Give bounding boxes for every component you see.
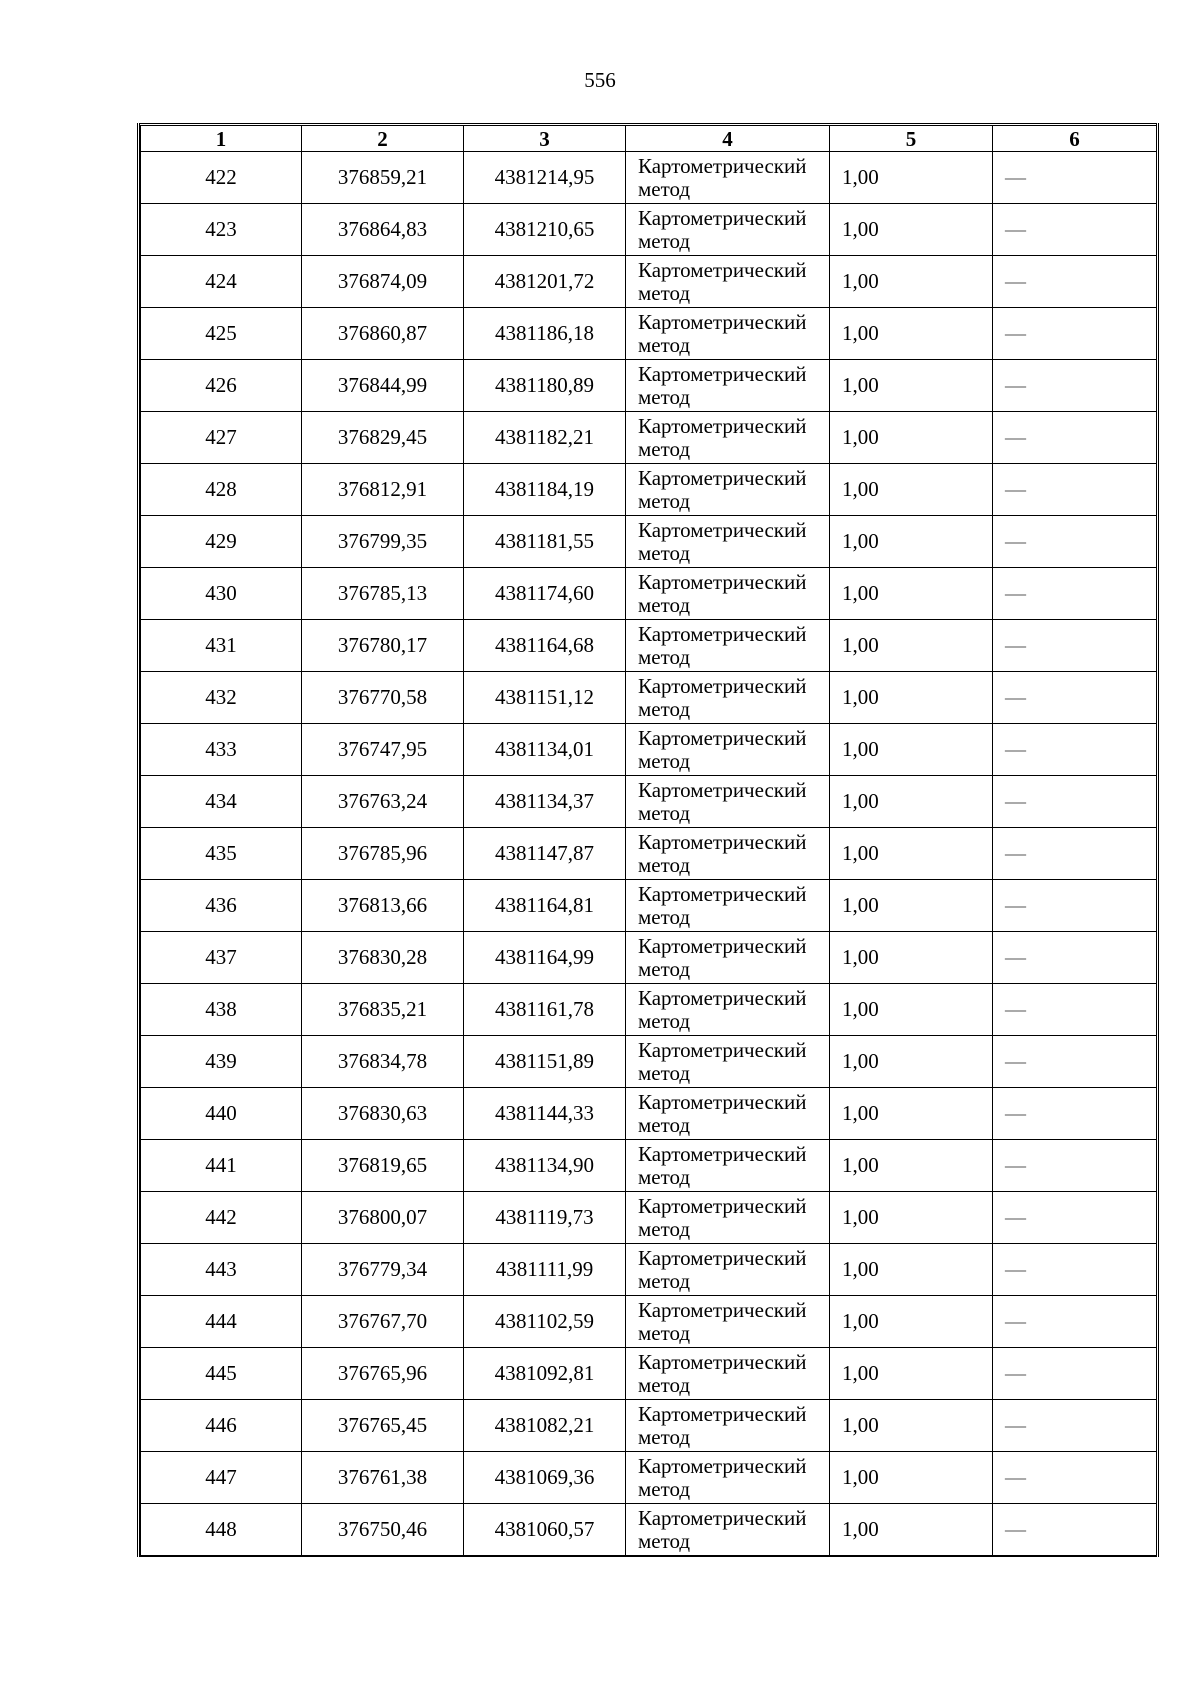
description-cell: —: [993, 984, 1157, 1036]
method-cell: [626, 1400, 830, 1452]
method-line-1: Картометрический: [638, 1037, 807, 1062]
table-row: [141, 360, 1157, 412]
accuracy-cell: 1,00: [830, 1244, 993, 1296]
method-line-2: метод: [638, 1476, 691, 1501]
y-coordinate-cell: 4381134,90: [464, 1140, 626, 1192]
table-row: [141, 1504, 1157, 1557]
y-coordinate-cell: 4381134,01: [464, 724, 626, 776]
x-coordinate-cell: 376812,91: [302, 464, 464, 516]
x-coordinate-cell: 376819,65: [302, 1140, 464, 1192]
accuracy-cell: 1,00: [830, 412, 993, 464]
header-cell-1: 1: [141, 125, 302, 152]
description-cell: —: [993, 1192, 1157, 1244]
point-number-cell: 430: [141, 568, 302, 620]
method-cell: [626, 308, 830, 360]
coordinates-table: [140, 123, 1157, 1557]
table-row: [141, 412, 1157, 464]
description-cell: —: [993, 724, 1157, 776]
method-cell: [626, 360, 830, 412]
method-line-2: метод: [638, 176, 691, 201]
method-line-2: метод: [638, 540, 691, 565]
description-cell: —: [993, 672, 1157, 724]
header-cell-3: 3: [464, 125, 626, 152]
table-row: [141, 932, 1157, 984]
method-cell: [626, 1140, 830, 1192]
accuracy-cell: 1,00: [830, 152, 993, 204]
table-row: [141, 828, 1157, 880]
method-line-1: Картометрический: [638, 985, 807, 1010]
method-line-2: метод: [638, 488, 691, 513]
x-coordinate-cell: 376864,83: [302, 204, 464, 256]
description-cell: —: [993, 516, 1157, 568]
point-number-cell: 424: [141, 256, 302, 308]
y-coordinate-cell: 4381134,37: [464, 776, 626, 828]
method-cell: [626, 1504, 830, 1557]
description-cell: —: [993, 932, 1157, 984]
point-number-cell: 436: [141, 880, 302, 932]
method-line-1: Картометрический: [638, 361, 807, 386]
header-row: [141, 125, 1157, 152]
method-cell: [626, 620, 830, 672]
accuracy-cell: 1,00: [830, 1452, 993, 1504]
coordinates-table-wrapper: [137, 123, 1159, 1557]
method-cell: [626, 1192, 830, 1244]
method-cell: [626, 1452, 830, 1504]
method-line-2: метод: [638, 800, 691, 825]
method-line-2: метод: [638, 1216, 691, 1241]
method-line-1: Картометрический: [638, 1245, 807, 1270]
header-cell-4: 4: [626, 125, 830, 152]
description-cell: —: [993, 1140, 1157, 1192]
table-row: [141, 1400, 1157, 1452]
y-coordinate-cell: 4381210,65: [464, 204, 626, 256]
accuracy-cell: 1,00: [830, 308, 993, 360]
method-cell: [626, 1296, 830, 1348]
method-line-1: Картометрический: [638, 517, 807, 542]
point-number-cell: 434: [141, 776, 302, 828]
method-line-1: Картометрический: [638, 1401, 807, 1426]
table-row: [141, 152, 1157, 204]
accuracy-cell: 1,00: [830, 1036, 993, 1088]
y-coordinate-cell: 4381069,36: [464, 1452, 626, 1504]
point-number-cell: 429: [141, 516, 302, 568]
method-cell: [626, 1348, 830, 1400]
method-cell: [626, 256, 830, 308]
accuracy-cell: 1,00: [830, 360, 993, 412]
method-line-2: метод: [638, 1060, 691, 1085]
point-number-cell: 423: [141, 204, 302, 256]
description-cell: —: [993, 360, 1157, 412]
description-cell: —: [993, 204, 1157, 256]
method-line-1: Картометрический: [638, 1505, 807, 1530]
method-line-1: Картометрический: [638, 569, 807, 594]
accuracy-cell: 1,00: [830, 1192, 993, 1244]
x-coordinate-cell: 376860,87: [302, 308, 464, 360]
table-row: [141, 984, 1157, 1036]
y-coordinate-cell: 4381201,72: [464, 256, 626, 308]
method-line-2: метод: [638, 1268, 691, 1293]
accuracy-cell: 1,00: [830, 776, 993, 828]
x-coordinate-cell: 376834,78: [302, 1036, 464, 1088]
table-row: [141, 204, 1157, 256]
accuracy-cell: 1,00: [830, 568, 993, 620]
method-cell: [626, 1244, 830, 1296]
accuracy-cell: 1,00: [830, 672, 993, 724]
method-line-1: Картометрический: [638, 725, 807, 750]
accuracy-cell: 1,00: [830, 984, 993, 1036]
x-coordinate-cell: 376765,45: [302, 1400, 464, 1452]
header-cell-2: 2: [302, 125, 464, 152]
description-cell: —: [993, 412, 1157, 464]
point-number-cell: 446: [141, 1400, 302, 1452]
point-number-cell: 427: [141, 412, 302, 464]
table-row: [141, 516, 1157, 568]
x-coordinate-cell: 376830,63: [302, 1088, 464, 1140]
method-line-1: Картометрический: [638, 777, 807, 802]
method-line-2: метод: [638, 280, 691, 305]
method-line-1: Картометрический: [638, 153, 807, 178]
accuracy-cell: 1,00: [830, 1140, 993, 1192]
table-header: [141, 125, 1157, 152]
y-coordinate-cell: 4381111,99: [464, 1244, 626, 1296]
x-coordinate-cell: 376799,35: [302, 516, 464, 568]
x-coordinate-cell: 376785,96: [302, 828, 464, 880]
method-line-1: Картометрический: [638, 1349, 807, 1374]
method-line-1: Картометрический: [638, 205, 807, 230]
method-line-2: метод: [638, 1424, 691, 1449]
method-line-2: метод: [638, 436, 691, 461]
accuracy-cell: 1,00: [830, 1296, 993, 1348]
accuracy-cell: 1,00: [830, 1088, 993, 1140]
y-coordinate-cell: 4381181,55: [464, 516, 626, 568]
method-line-2: метод: [638, 1164, 691, 1189]
method-line-1: Картометрический: [638, 881, 807, 906]
y-coordinate-cell: 4381151,89: [464, 1036, 626, 1088]
y-coordinate-cell: 4381164,68: [464, 620, 626, 672]
method-line-1: Картометрический: [638, 1141, 807, 1166]
accuracy-cell: 1,00: [830, 828, 993, 880]
accuracy-cell: 1,00: [830, 516, 993, 568]
point-number-cell: 433: [141, 724, 302, 776]
point-number-cell: 439: [141, 1036, 302, 1088]
description-cell: —: [993, 1296, 1157, 1348]
method-cell: [626, 516, 830, 568]
description-cell: —: [993, 1036, 1157, 1088]
method-line-1: Картометрический: [638, 933, 807, 958]
y-coordinate-cell: 4381164,99: [464, 932, 626, 984]
method-line-2: метод: [638, 696, 691, 721]
y-coordinate-cell: 4381186,18: [464, 308, 626, 360]
page-number: 556: [584, 68, 616, 92]
x-coordinate-cell: 376765,96: [302, 1348, 464, 1400]
method-line-1: Картометрический: [638, 673, 807, 698]
description-cell: —: [993, 880, 1157, 932]
point-number-cell: 428: [141, 464, 302, 516]
method-line-2: метод: [638, 228, 691, 253]
y-coordinate-cell: 4381151,12: [464, 672, 626, 724]
description-cell: —: [993, 1452, 1157, 1504]
y-coordinate-cell: 4381060,57: [464, 1504, 626, 1557]
point-number-cell: 442: [141, 1192, 302, 1244]
y-coordinate-cell: 4381119,73: [464, 1192, 626, 1244]
method-cell: [626, 464, 830, 516]
table-row: [141, 776, 1157, 828]
method-line-2: метод: [638, 592, 691, 617]
accuracy-cell: 1,00: [830, 464, 993, 516]
x-coordinate-cell: 376761,38: [302, 1452, 464, 1504]
point-number-cell: 440: [141, 1088, 302, 1140]
method-cell: [626, 412, 830, 464]
y-coordinate-cell: 4381092,81: [464, 1348, 626, 1400]
description-cell: —: [993, 1088, 1157, 1140]
x-coordinate-cell: 376874,09: [302, 256, 464, 308]
y-coordinate-cell: 4381214,95: [464, 152, 626, 204]
y-coordinate-cell: 4381161,78: [464, 984, 626, 1036]
method-cell: [626, 1088, 830, 1140]
method-line-1: Картометрический: [638, 309, 807, 334]
method-cell: [626, 880, 830, 932]
x-coordinate-cell: 376800,07: [302, 1192, 464, 1244]
method-cell: [626, 984, 830, 1036]
description-cell: —: [993, 464, 1157, 516]
y-coordinate-cell: 4381180,89: [464, 360, 626, 412]
description-cell: —: [993, 256, 1157, 308]
method-line-1: Картометрический: [638, 257, 807, 282]
table-row: [141, 1296, 1157, 1348]
table-row: [141, 1452, 1157, 1504]
x-coordinate-cell: 376750,46: [302, 1504, 464, 1557]
point-number-cell: 435: [141, 828, 302, 880]
point-number-cell: 441: [141, 1140, 302, 1192]
accuracy-cell: 1,00: [830, 932, 993, 984]
method-cell: [626, 672, 830, 724]
description-cell: —: [993, 1244, 1157, 1296]
table-row: [141, 308, 1157, 360]
method-cell: [626, 1036, 830, 1088]
y-coordinate-cell: 4381147,87: [464, 828, 626, 880]
method-line-1: Картометрический: [638, 465, 807, 490]
description-cell: —: [993, 1504, 1157, 1557]
accuracy-cell: 1,00: [830, 620, 993, 672]
table-row: [141, 1140, 1157, 1192]
description-cell: —: [993, 828, 1157, 880]
point-number-cell: 422: [141, 152, 302, 204]
x-coordinate-cell: 376859,21: [302, 152, 464, 204]
description-cell: —: [993, 152, 1157, 204]
point-number-cell: 445: [141, 1348, 302, 1400]
description-cell: —: [993, 568, 1157, 620]
method-cell: [626, 152, 830, 204]
y-coordinate-cell: 4381144,33: [464, 1088, 626, 1140]
method-line-2: метод: [638, 384, 691, 409]
table-row: [141, 880, 1157, 932]
point-number-cell: 447: [141, 1452, 302, 1504]
table-row: [141, 1244, 1157, 1296]
point-number-cell: 443: [141, 1244, 302, 1296]
table-row: [141, 1192, 1157, 1244]
method-line-1: Картометрический: [638, 413, 807, 438]
description-cell: —: [993, 620, 1157, 672]
method-line-1: Картометрический: [638, 829, 807, 854]
y-coordinate-cell: 4381082,21: [464, 1400, 626, 1452]
method-line-1: Картометрический: [638, 621, 807, 646]
y-coordinate-cell: 4381174,60: [464, 568, 626, 620]
method-line-2: метод: [638, 1112, 691, 1137]
x-coordinate-cell: 376747,95: [302, 724, 464, 776]
x-coordinate-cell: 376835,21: [302, 984, 464, 1036]
table-row: [141, 1348, 1157, 1400]
method-line-2: метод: [638, 748, 691, 773]
table-row: [141, 1036, 1157, 1088]
x-coordinate-cell: 376830,28: [302, 932, 464, 984]
table-body: [141, 152, 1157, 1557]
y-coordinate-cell: 4381184,19: [464, 464, 626, 516]
method-line-2: метод: [638, 1528, 691, 1553]
method-line-1: Картометрический: [638, 1297, 807, 1322]
header-cell-6: 6: [993, 125, 1157, 152]
method-line-2: метод: [638, 332, 691, 357]
point-number-cell: 432: [141, 672, 302, 724]
description-cell: —: [993, 776, 1157, 828]
point-number-cell: 426: [141, 360, 302, 412]
method-line-2: метод: [638, 1008, 691, 1033]
method-cell: [626, 776, 830, 828]
method-line-2: метод: [638, 852, 691, 877]
method-cell: [626, 724, 830, 776]
method-line-2: метод: [638, 904, 691, 929]
table-row: [141, 620, 1157, 672]
method-line-2: метод: [638, 1372, 691, 1397]
point-number-cell: 425: [141, 308, 302, 360]
method-line-1: Картометрический: [638, 1453, 807, 1478]
table-row: [141, 568, 1157, 620]
x-coordinate-cell: 376763,24: [302, 776, 464, 828]
method-line-1: Картометрический: [638, 1193, 807, 1218]
y-coordinate-cell: 4381182,21: [464, 412, 626, 464]
method-cell: [626, 932, 830, 984]
point-number-cell: 444: [141, 1296, 302, 1348]
x-coordinate-cell: 376770,58: [302, 672, 464, 724]
header-cell-5: 5: [830, 125, 993, 152]
method-cell: [626, 204, 830, 256]
accuracy-cell: 1,00: [830, 1400, 993, 1452]
x-coordinate-cell: 376780,17: [302, 620, 464, 672]
x-coordinate-cell: 376829,45: [302, 412, 464, 464]
table-row: [141, 672, 1157, 724]
description-cell: —: [993, 1400, 1157, 1452]
point-number-cell: 437: [141, 932, 302, 984]
table-row: [141, 724, 1157, 776]
method-cell: [626, 568, 830, 620]
accuracy-cell: 1,00: [830, 1348, 993, 1400]
point-number-cell: 448: [141, 1504, 302, 1557]
method-cell: [626, 828, 830, 880]
x-coordinate-cell: 376767,70: [302, 1296, 464, 1348]
method-line-2: метод: [638, 1320, 691, 1345]
method-line-1: Картометрический: [638, 1089, 807, 1114]
y-coordinate-cell: 4381164,81: [464, 880, 626, 932]
accuracy-cell: 1,00: [830, 880, 993, 932]
table-row: [141, 464, 1157, 516]
x-coordinate-cell: 376844,99: [302, 360, 464, 412]
x-coordinate-cell: 376779,34: [302, 1244, 464, 1296]
x-coordinate-cell: 376785,13: [302, 568, 464, 620]
x-coordinate-cell: 376813,66: [302, 880, 464, 932]
point-number-cell: 431: [141, 620, 302, 672]
y-coordinate-cell: 4381102,59: [464, 1296, 626, 1348]
table-row: [141, 256, 1157, 308]
accuracy-cell: 1,00: [830, 724, 993, 776]
method-line-2: метод: [638, 644, 691, 669]
accuracy-cell: 1,00: [830, 1504, 993, 1557]
description-cell: —: [993, 1348, 1157, 1400]
point-number-cell: 438: [141, 984, 302, 1036]
accuracy-cell: 1,00: [830, 256, 993, 308]
method-line-2: метод: [638, 956, 691, 981]
description-cell: —: [993, 308, 1157, 360]
accuracy-cell: 1,00: [830, 204, 993, 256]
table-row: [141, 1088, 1157, 1140]
